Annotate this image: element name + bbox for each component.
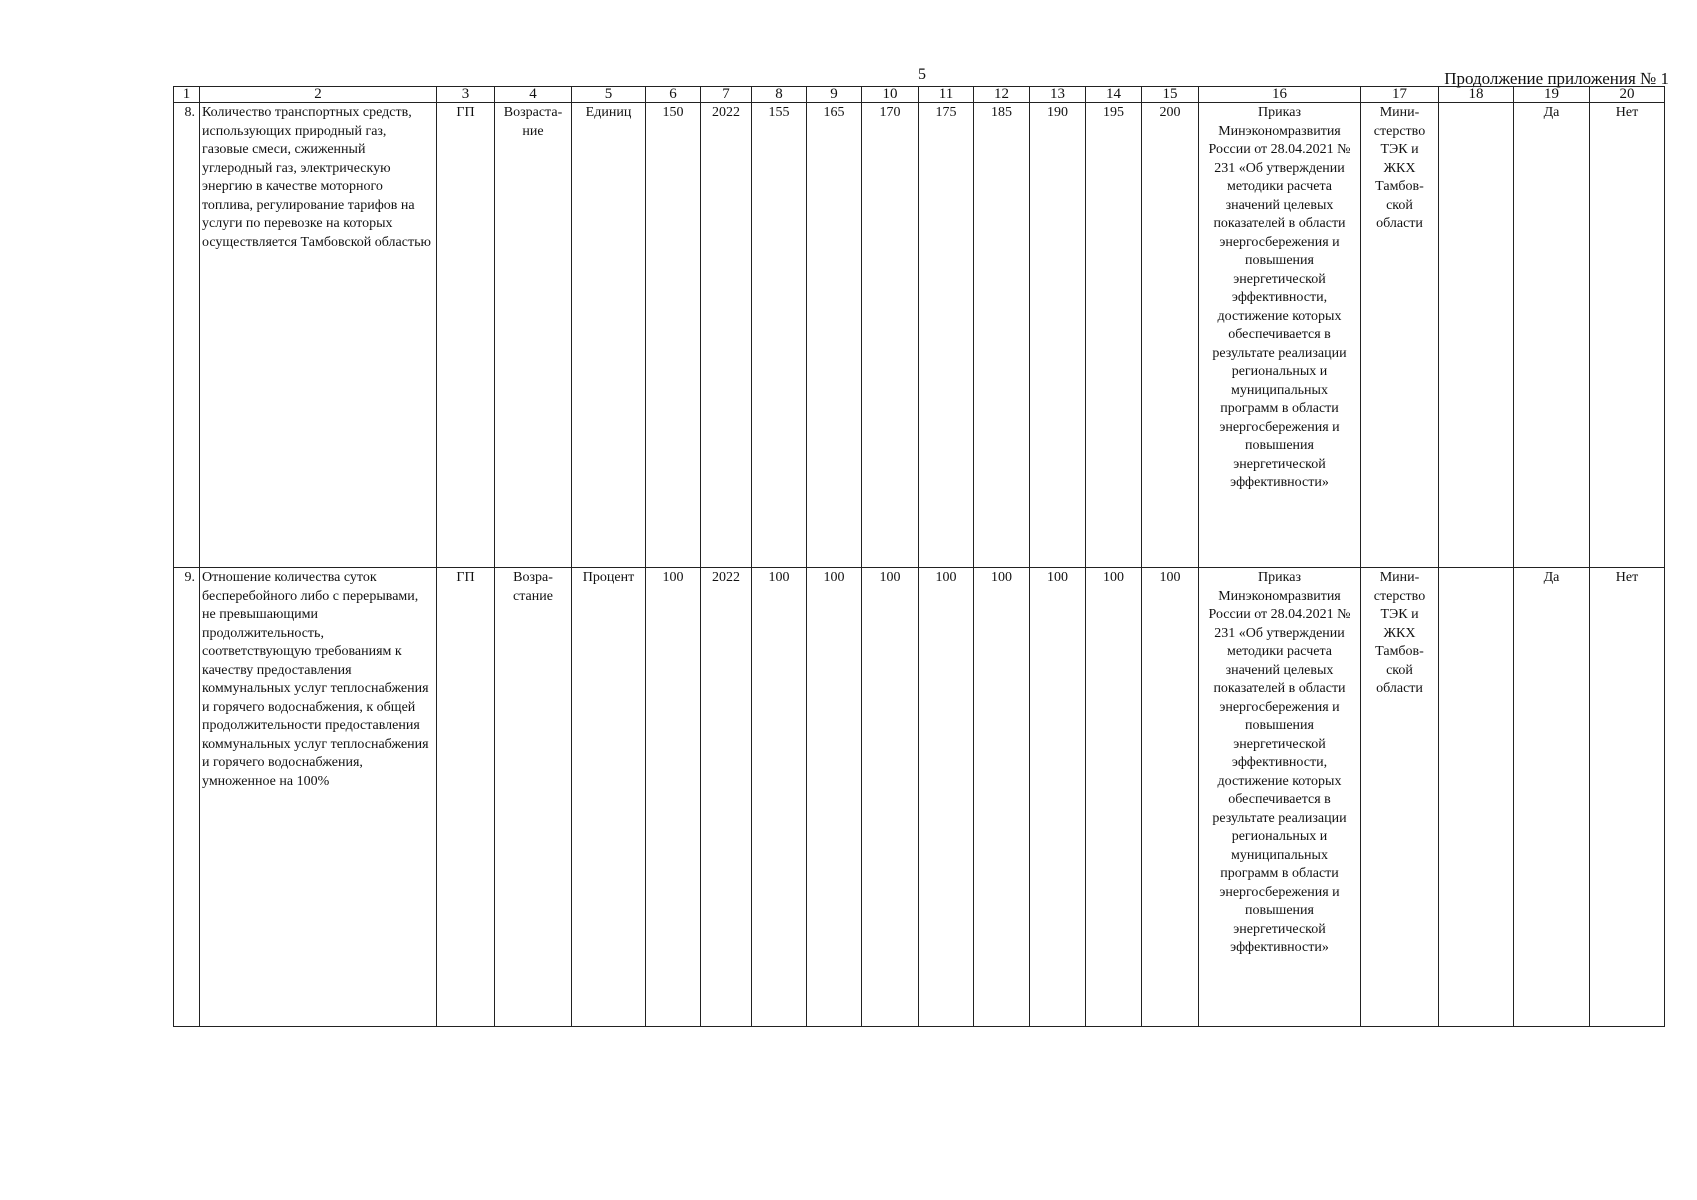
- cell-c6: 100: [646, 568, 701, 1027]
- cell-c3: ГП: [437, 568, 495, 1027]
- cell-c13: 100: [1030, 568, 1086, 1027]
- column-header: 3: [437, 87, 495, 103]
- column-header: 4: [495, 87, 572, 103]
- column-header: 20: [1590, 87, 1665, 103]
- column-header: 9: [807, 87, 862, 103]
- cell-c20: Нет: [1590, 568, 1665, 1027]
- cell-c17: Мини-стерство ТЭК и ЖКХ Тамбов-ской области: [1361, 568, 1439, 1027]
- cell-c17: Мини-стерство ТЭК и ЖКХ Тамбов-ской области: [1361, 103, 1439, 568]
- page-number: 5: [918, 66, 926, 83]
- cell-c11: 100: [919, 568, 974, 1027]
- column-header: 19: [1514, 87, 1590, 103]
- column-header: 12: [974, 87, 1030, 103]
- indicators-table: [173, 86, 1665, 1027]
- cell-c12: 100: [974, 568, 1030, 1027]
- table-row: [174, 568, 1665, 1027]
- cell-c15: 200: [1142, 103, 1199, 568]
- column-header: 1: [174, 87, 200, 103]
- row-number: 8.: [174, 103, 200, 568]
- continuation-label: Продолжение приложения № 1: [1444, 69, 1669, 88]
- cell-c14: 195: [1086, 103, 1142, 568]
- column-header: 7: [701, 87, 752, 103]
- column-header: 16: [1199, 87, 1361, 103]
- cell-c9: 100: [807, 568, 862, 1027]
- cell-c12: 185: [974, 103, 1030, 568]
- indicator-description: Отношение количества суток бесперебойного либо с перерывами, не превышающими продолжительность, соответствующую требованиям к качеству предоставления коммунальных услуг теплоснабжения и горячего водоснабжения, к общей продолжительности предоставления коммунальных услуг теплоснабжения и горячего водоснабжения, умноженное на 100%: [200, 568, 437, 1027]
- column-header: 2: [200, 87, 437, 103]
- column-header: 10: [862, 87, 919, 103]
- row-number: 9.: [174, 568, 200, 1027]
- cell-c10: 170: [862, 103, 919, 568]
- cell-c5: Процент: [572, 568, 646, 1027]
- cell-c16: Приказ Минэкономразвития России от 28.04.2021 № 231 «Об утверждении методики расчета значений целевых показателей в области энергосбережения и повышения энергетической эффективности, достижение которых обеспечивается в результате реализации региональных и муниципальных программ в области энергосбережения и повышения энергетической эффективности»: [1199, 568, 1361, 1027]
- cell-c19: Да: [1514, 103, 1590, 568]
- cell-c8: 100: [752, 568, 807, 1027]
- cell-c4: Возра-стание: [495, 568, 572, 1027]
- column-header: 6: [646, 87, 701, 103]
- column-header: 18: [1439, 87, 1514, 103]
- cell-c11: 175: [919, 103, 974, 568]
- cell-c9: 165: [807, 103, 862, 568]
- cell-c13: 190: [1030, 103, 1086, 568]
- cell-c7: 2022: [701, 568, 752, 1027]
- indicator-description: Количество транспортных средств, использующих природный газ, газовые смеси, сжиженный углеродный газ, электрическую энергию в качестве моторного топлива, регулирование тарифов на услуги по перевозке на которых осуществляется Тамбовской областью: [200, 103, 437, 568]
- cell-c18: [1439, 568, 1514, 1027]
- column-header: 17: [1361, 87, 1439, 103]
- column-header: 11: [919, 87, 974, 103]
- table-header-row: [174, 87, 1665, 103]
- column-header: 5: [572, 87, 646, 103]
- cell-c4: Возраста-ние: [495, 103, 572, 568]
- table-row: [174, 103, 1665, 568]
- cell-c20: Нет: [1590, 103, 1665, 568]
- column-header: 15: [1142, 87, 1199, 103]
- cell-c3: ГП: [437, 103, 495, 568]
- cell-c5: Единиц: [572, 103, 646, 568]
- column-header: 8: [752, 87, 807, 103]
- cell-c8: 155: [752, 103, 807, 568]
- cell-c6: 150: [646, 103, 701, 568]
- cell-c19: Да: [1514, 568, 1590, 1027]
- cell-c16: Приказ Минэкономразвития России от 28.04.2021 № 231 «Об утверждении методики расчета значений целевых показателей в области энергосбережения и повышения энергетической эффективности, достижение которых обеспечивается в результате реализации региональных и муниципальных программ в области энергосбережения и повышения энергетической эффективности»: [1199, 103, 1361, 568]
- cell-c15: 100: [1142, 568, 1199, 1027]
- cell-c18: [1439, 103, 1514, 568]
- cell-c7: 2022: [701, 103, 752, 568]
- column-header: 13: [1030, 87, 1086, 103]
- cell-c10: 100: [862, 568, 919, 1027]
- column-header: 14: [1086, 87, 1142, 103]
- cell-c14: 100: [1086, 568, 1142, 1027]
